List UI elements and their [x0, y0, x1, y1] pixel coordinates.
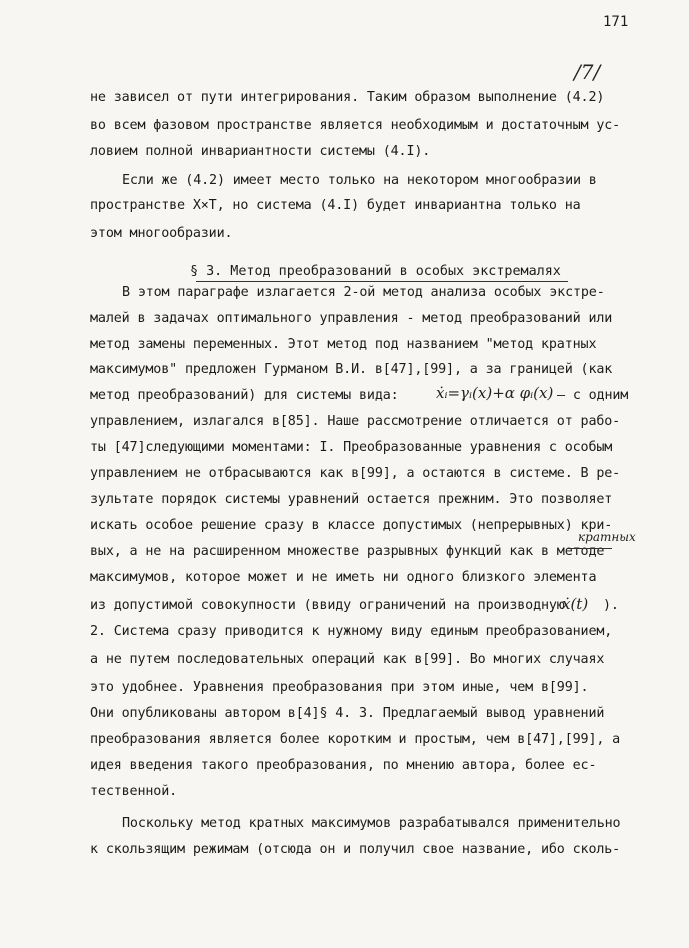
text-line: вых, а не на расширенном множестве разрывных функций как в методе	[90, 544, 605, 559]
text-line: во всем фазовом пространстве является необходимым и достаточным ус-	[90, 118, 621, 133]
text-line: максимумов, которое может и не иметь ни одного близкого элемента	[90, 570, 597, 585]
text-line: максимумов" предложен Гурманом В.И. в[47],[99], а за границей (как	[90, 362, 613, 377]
strike-through	[567, 548, 612, 549]
text-line: искать особое решение сразу в классе допустимых (непрерывных) кри-	[90, 518, 613, 533]
text-line-fragment: ).	[603, 598, 619, 613]
text-line-fragment: – с одним	[557, 388, 629, 403]
text-line: В этом параграфе излагается 2-ой метод анализа особых экстре-	[122, 285, 605, 300]
text-line: метод преобразований) для системы вида:	[90, 388, 399, 403]
text-line: пространстве X×T, но система (4.I) будет инвариантна только на	[90, 198, 581, 213]
text-line: 2. Система сразу приводится к нужному виду единым преобразованием,	[90, 624, 613, 639]
text-line: ты [47]следующими моментами: I. Преобразованные уравнения с особым	[90, 440, 613, 455]
text-line: из допустимой совокупности (ввиду ограничений на производную	[90, 598, 565, 613]
handwritten-annotation: кратных	[578, 530, 636, 544]
text-line: этом многообразии.	[90, 226, 233, 241]
text-line: идея введения такого преобразования, по мнению автора, более ес-	[90, 758, 597, 773]
text-line: ловием полной инвариантности системы (4.I).	[90, 144, 431, 159]
text-line: Поскольку метод кратных максимумов разрабатывался применительно	[122, 816, 621, 831]
text-line: не зависел от пути интегрирования. Таким образом выполнение (4.2)	[90, 90, 605, 105]
text-line: к скользящим режимам (отсюда он и получил свое название, ибо сколь-	[90, 842, 621, 857]
text-line: малей в задачах оптимального управления - метод преобразований или	[90, 311, 613, 326]
text-line: Они опубликованы автором в[4]§ 4. 3. Предлагаемый вывод уравнений	[90, 706, 605, 721]
text-line: управлением, излагался в[85]. Наше рассмотрение отличается от рабо-	[90, 414, 621, 429]
handwritten-formula: ẋᵢ=γᵢ(x)+α φᵢ(x)	[436, 384, 554, 402]
text-line: зультате порядок системы уравнений остается прежним. Это позволяет	[90, 492, 613, 507]
page-number: 171	[603, 14, 629, 30]
text-line: тественной.	[90, 784, 178, 799]
handwritten-page-number: /7/	[574, 60, 601, 84]
section-heading: § 3. Метод преобразований в особых экстремалях	[190, 264, 561, 279]
text-line: это удобнее. Уравнения преобразования при этом иные, чем в[99].	[90, 680, 589, 695]
handwritten-derivative: ẋ(t)	[562, 595, 589, 613]
text-line: метод замены переменных. Этот метод под названием "метод кратных	[90, 337, 597, 352]
text-line: а не путем последовательных операций как в[99]. Во многих случаях	[90, 652, 605, 667]
text-line: Если же (4.2) имеет место только на некотором многообразии в	[122, 173, 597, 188]
text-line: преобразования является более коротким и простым, чем в[47],[99], а	[90, 732, 621, 747]
heading-underline	[196, 281, 568, 282]
text-line: управлением не отбрасываются как в[99], а остаются в системе. В ре-	[90, 466, 621, 481]
